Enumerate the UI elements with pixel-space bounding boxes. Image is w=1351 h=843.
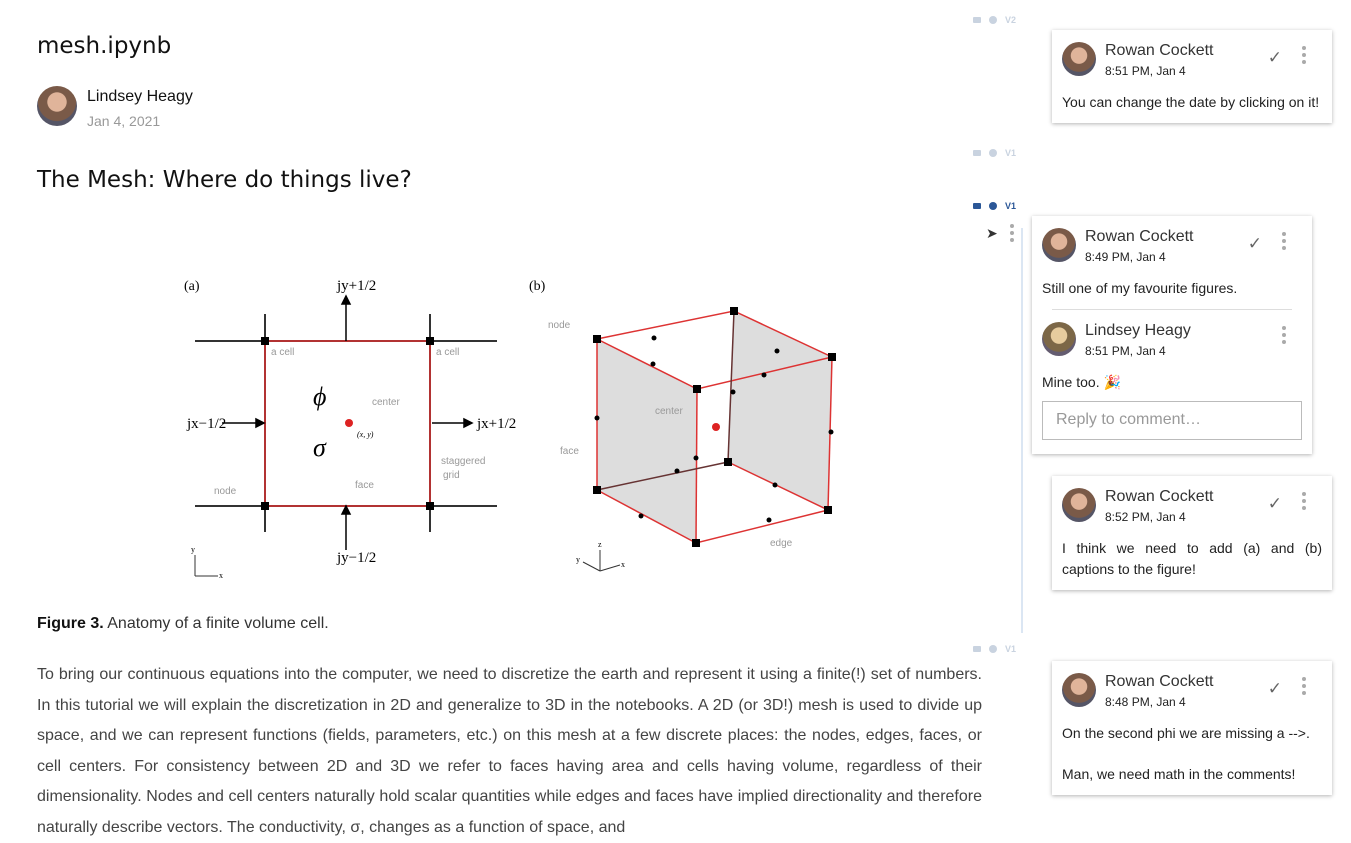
resolve-check-icon[interactable]: ✓ [1267, 494, 1282, 513]
svg-text:x: x [219, 571, 223, 580]
svg-text:a cell: a cell [271, 347, 295, 358]
svg-text:a cell: a cell [436, 347, 460, 358]
section-heading: The Mesh: Where do things live? [37, 167, 412, 193]
check-circle-icon [989, 149, 997, 157]
finite-volume-figure [180, 260, 840, 590]
svg-text:node: node [548, 320, 571, 331]
author-avatar [37, 86, 77, 126]
comment-thread-card[interactable] [1032, 216, 1312, 454]
more-menu-icon[interactable] [1302, 46, 1306, 64]
avatar [1062, 673, 1096, 707]
svg-text:face: face [560, 446, 579, 457]
svg-text:center: center [372, 397, 400, 408]
comment-text: On the second phi we are missing a -->. [1062, 725, 1310, 741]
comment-card[interactable] [1052, 476, 1332, 590]
author-name[interactable]: Lindsey Heagy [87, 88, 193, 105]
comment-marker[interactable] [973, 148, 1016, 158]
panel-b [529, 279, 836, 571]
more-menu-icon[interactable] [1282, 232, 1286, 250]
svg-text:x: x [621, 560, 625, 569]
check-circle-icon [989, 202, 997, 210]
comment-text: Still one of my favourite figures. [1042, 280, 1238, 296]
avatar [1042, 322, 1076, 356]
figure-caption: Figure 3. Anatomy of a finite volume cell. [37, 615, 329, 632]
reply-text: Mine too. 🎉 [1042, 374, 1121, 390]
comment-icon [973, 646, 981, 652]
svg-text:(b): (b) [529, 279, 546, 294]
comment-marker-active[interactable] [973, 201, 1016, 211]
resolve-check-icon[interactable]: ✓ [1247, 234, 1262, 253]
publish-date: Jan 4, 2021 [87, 113, 161, 129]
comment-marker[interactable] [973, 15, 1016, 25]
comment-time[interactable]: 8:51 PM, Jan 4 [1085, 344, 1166, 358]
comment-icon [973, 150, 981, 156]
svg-text:grid: grid [443, 470, 460, 481]
svg-text:y: y [576, 555, 580, 564]
comment-text: Man, we need math in the comments! [1062, 766, 1296, 782]
body-paragraph: To bring our continuous equations into the computer, we need to discretize the earth and represent it using a finite(!) set of numbers. In this tutorial we will explain the discretization in 2D and generalize to 3D in the notebooks. A 2D (or 3D!) mesh is used to divide up space, and we can represent functions (fields, parameters, etc.) on this mesh at a few discrete places: the nodes, edges, faces, or cell centers. For consistency between 2D and 3D we refer to faces having area and cells having volume, regardless of their dimensionality. Nodes and cell centers naturally hold scalar quantities while edges and faces have implied directionality and therefore naturally describe vectors. The conductivity, σ, changes as a function of space, and [37, 666, 982, 836]
comment-author: Rowan Cockett [1105, 42, 1214, 59]
cursor-icon: ➤ [986, 225, 998, 241]
resolve-check-icon[interactable]: ✓ [1267, 679, 1282, 698]
svg-text:(a): (a) [184, 279, 200, 294]
comment-icon [973, 203, 981, 209]
svg-text:jy−1/2: jy−1/2 [337, 550, 377, 566]
svg-text:face: face [355, 480, 374, 491]
comment-author: Rowan Cockett [1085, 228, 1194, 245]
document-title: mesh.ipynb [37, 33, 172, 59]
svg-text:z: z [598, 540, 602, 549]
reply-input[interactable]: Reply to comment… [1042, 401, 1302, 440]
avatar [1062, 42, 1096, 76]
block-menu-button[interactable] [1010, 224, 1014, 242]
svg-text:y: y [191, 545, 195, 554]
version-label: V1 [1005, 644, 1017, 654]
svg-text:jx−1/2: jx−1/2 [187, 416, 227, 432]
comment-author: Lindsey Heagy [1085, 322, 1191, 339]
svg-text:jy+1/2: jy+1/2 [337, 278, 377, 294]
comment-text: You can change the date by clicking on it! [1062, 94, 1320, 110]
comment-marker[interactable] [973, 644, 1016, 654]
svg-text:node: node [214, 486, 237, 497]
version-label: V1 [1005, 201, 1017, 211]
avatar [1062, 488, 1096, 522]
comment-text: I think we need to add (a) and (b) captions to the figure! [1062, 540, 1322, 577]
comment-time[interactable]: 8:48 PM, Jan 4 [1105, 695, 1186, 709]
comment-time[interactable]: 8:52 PM, Jan 4 [1105, 510, 1186, 524]
svg-text:ϕ: ϕ [313, 382, 327, 411]
comment-card[interactable] [1052, 30, 1332, 123]
comment-author: Rowan Cockett [1105, 673, 1214, 690]
comment-icon [973, 17, 981, 23]
resolve-check-icon[interactable]: ✓ [1267, 48, 1282, 67]
thread-indicator [1021, 228, 1023, 633]
svg-text:(x, y): (x, y) [357, 430, 374, 439]
comment-time[interactable]: 8:49 PM, Jan 4 [1085, 250, 1166, 264]
svg-text:edge: edge [770, 538, 793, 549]
check-circle-icon [989, 645, 997, 653]
more-menu-icon[interactable] [1302, 677, 1306, 695]
divider [1052, 309, 1292, 310]
comment-time[interactable]: 8:51 PM, Jan 4 [1105, 64, 1186, 78]
version-label: V1 [1005, 148, 1017, 158]
svg-text:σ: σ [313, 433, 326, 462]
version-label: V2 [1005, 15, 1017, 25]
check-circle-icon [989, 16, 997, 24]
panel-a [184, 278, 516, 580]
avatar [1042, 228, 1076, 262]
more-menu-icon[interactable] [1282, 326, 1286, 344]
svg-text:jx+1/2: jx+1/2 [477, 416, 517, 432]
comment-author: Rowan Cockett [1105, 488, 1214, 505]
svg-text:staggered: staggered [441, 456, 486, 467]
svg-text:center: center [655, 406, 683, 417]
more-menu-icon[interactable] [1302, 492, 1306, 510]
comment-card[interactable] [1052, 661, 1332, 795]
